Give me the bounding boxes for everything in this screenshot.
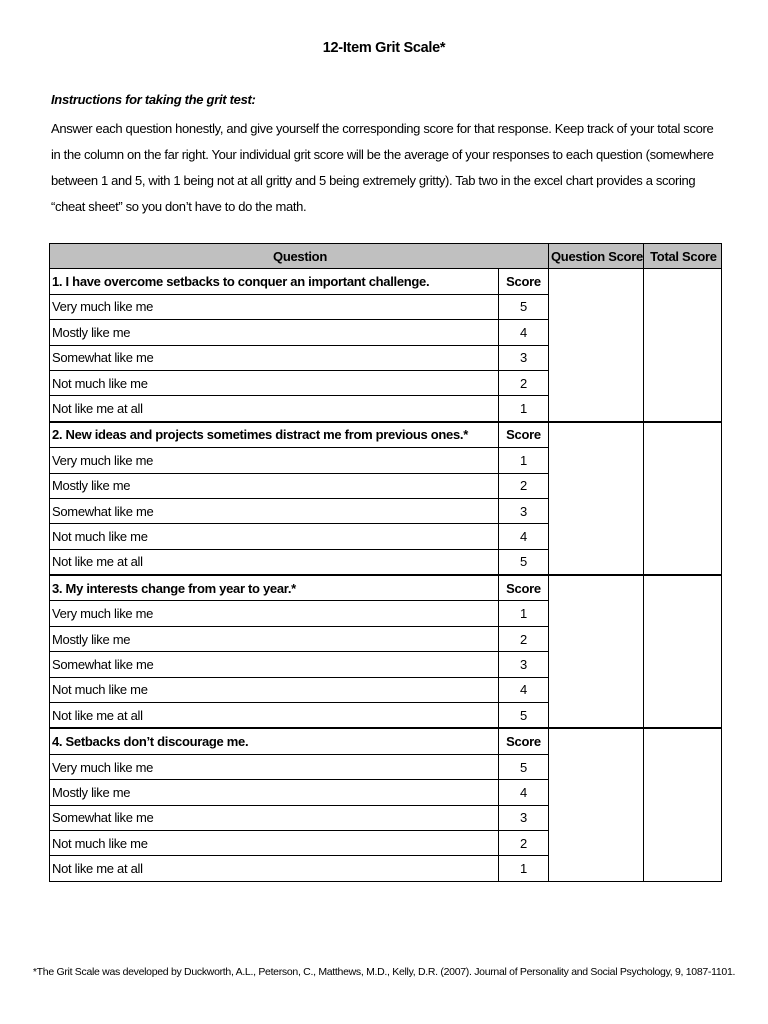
question-score-cell[interactable] bbox=[549, 422, 644, 575]
score-column-label: Score bbox=[499, 575, 549, 601]
total-score-column-header: Total Score bbox=[643, 244, 721, 269]
answer-option-label: Very much like me bbox=[50, 754, 499, 779]
question-group bbox=[50, 728, 722, 881]
answer-option-label: Mostly like me bbox=[50, 320, 499, 345]
answer-option-label: Not like me at all bbox=[50, 856, 499, 881]
answer-option-label: Not much like me bbox=[50, 830, 499, 855]
answer-option-score: 5 bbox=[499, 703, 549, 729]
score-column-label: Score bbox=[499, 728, 549, 754]
question-score-cell[interactable] bbox=[549, 728, 644, 881]
question-score-cell[interactable] bbox=[549, 269, 644, 422]
total-score-cell[interactable] bbox=[643, 728, 721, 881]
answer-option-label: Very much like me bbox=[50, 448, 499, 473]
answer-option-score: 1 bbox=[499, 601, 549, 626]
question-row bbox=[50, 269, 722, 294]
answer-option-label: Not much like me bbox=[50, 370, 499, 395]
answer-option-score: 4 bbox=[499, 677, 549, 702]
answer-option-label: Very much like me bbox=[50, 294, 499, 319]
question-group bbox=[50, 575, 722, 728]
total-score-cell[interactable] bbox=[643, 575, 721, 728]
question-row bbox=[50, 422, 722, 448]
question-row bbox=[50, 728, 722, 754]
answer-option-score: 2 bbox=[499, 370, 549, 395]
answer-option-score: 3 bbox=[499, 805, 549, 830]
answer-option-score: 2 bbox=[499, 830, 549, 855]
answer-option-score: 5 bbox=[499, 754, 549, 779]
answer-option-score: 3 bbox=[499, 652, 549, 677]
question-text: 4. Setbacks don’t discourage me. bbox=[50, 728, 499, 754]
answer-option-label: Somewhat like me bbox=[50, 805, 499, 830]
answer-option-label: Not much like me bbox=[50, 524, 499, 549]
page-title: 12-Item Grit Scale* bbox=[322, 40, 446, 56]
answer-option-label: Not like me at all bbox=[50, 703, 499, 729]
answer-option-score: 3 bbox=[499, 345, 549, 370]
answer-option-label: Mostly like me bbox=[50, 780, 499, 805]
answer-option-score: 4 bbox=[499, 524, 549, 549]
answer-option-score: 1 bbox=[499, 856, 549, 881]
instructions-body: Answer each question honestly, and give yourself the corresponding score for that response. Keep track of your total score in the column on the far right. Your individual grit score will be the average of your responses to each question (somewhere between 1 and 5, with 1 being not at all gritty and 5 being extremely gritty). Tab two in the excel chart provides a scoring “cheat sheet” so you don’t have to do the math. bbox=[51, 121, 714, 214]
question-group bbox=[50, 422, 722, 575]
footnote: *The Grit Scale was developed by Duckworth, A.L., Peterson, C., Matthews, M.D., Kelly, D.R. (2007). Journal of Personality and Social Psychology, 9, 1087-1101. bbox=[32, 966, 736, 978]
question-column-header: Question bbox=[50, 244, 549, 269]
question-text: 3. My interests change from year to year.* bbox=[50, 575, 499, 601]
question-row bbox=[50, 575, 722, 601]
answer-option-label: Not much like me bbox=[50, 677, 499, 702]
answer-option-score: 2 bbox=[499, 473, 549, 498]
grit-scale-table bbox=[49, 243, 722, 882]
answer-option-score: 1 bbox=[499, 448, 549, 473]
answer-option-label: Somewhat like me bbox=[50, 652, 499, 677]
score-column-label: Score bbox=[499, 269, 549, 294]
answer-option-label: Somewhat like me bbox=[50, 345, 499, 370]
question-score-cell[interactable] bbox=[549, 575, 644, 728]
answer-option-score: 3 bbox=[499, 498, 549, 523]
answer-option-score: 1 bbox=[499, 396, 549, 422]
answer-option-label: Not like me at all bbox=[50, 549, 499, 575]
answer-option-score: 5 bbox=[499, 294, 549, 319]
total-score-cell[interactable] bbox=[643, 269, 721, 422]
answer-option-score: 4 bbox=[499, 780, 549, 805]
answer-option-score: 5 bbox=[499, 549, 549, 575]
table-header-row bbox=[50, 244, 722, 269]
answer-option-label: Very much like me bbox=[50, 601, 499, 626]
question-text: 2. New ideas and projects sometimes distract me from previous ones.* bbox=[50, 422, 499, 448]
answer-option-score: 2 bbox=[499, 626, 549, 651]
score-column-label: Score bbox=[499, 422, 549, 448]
question-score-column-header: Question Score bbox=[549, 244, 644, 269]
total-score-cell[interactable] bbox=[643, 422, 721, 575]
question-text: 1. I have overcome setbacks to conquer an important challenge. bbox=[50, 269, 499, 294]
answer-option-score: 4 bbox=[499, 320, 549, 345]
answer-option-label: Not like me at all bbox=[50, 396, 499, 422]
answer-option-label: Somewhat like me bbox=[50, 498, 499, 523]
instructions-heading: Instructions for taking the grit test: bbox=[51, 92, 256, 107]
question-group bbox=[50, 269, 722, 422]
answer-option-label: Mostly like me bbox=[50, 473, 499, 498]
answer-option-label: Mostly like me bbox=[50, 626, 499, 651]
